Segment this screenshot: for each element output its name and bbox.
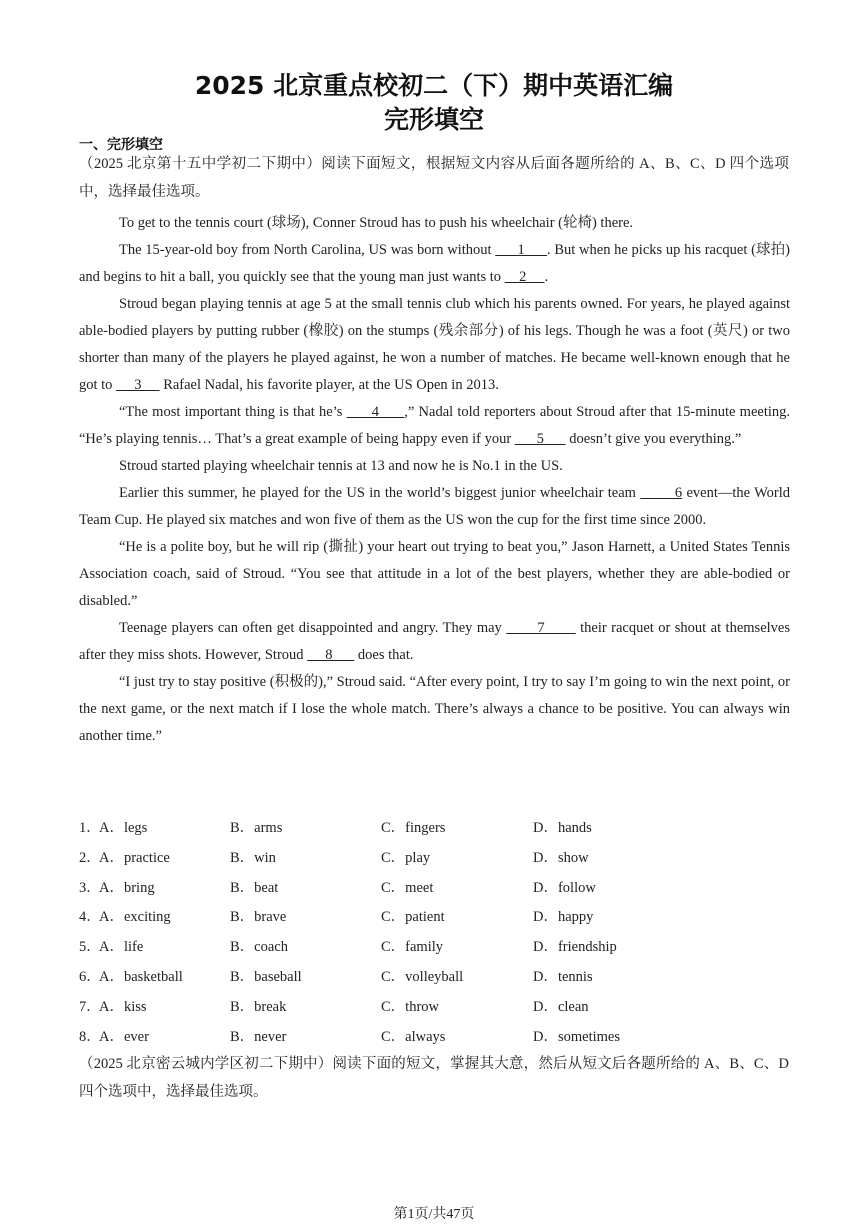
passage-text: The 15-year-old boy from North Carolina, US was born without — [119, 242, 496, 258]
option-b: B．beat — [230, 879, 279, 896]
section-heading: 一、完形填空 — [79, 137, 163, 153]
passage-paragraph — [79, 453, 790, 480]
answer-blank: 2 — [504, 269, 545, 285]
option-a: A．ever — [99, 1028, 149, 1045]
option-c: C．volleyball — [381, 969, 464, 985]
option-c: C．meet — [381, 879, 434, 896]
option-a: A．kiss — [99, 998, 147, 1015]
passage-text: “I just try to stay positive (积极的),” Stroud said. “After every point, I try to say I’m going to win the next point, or the next game, or the next match if I lose the whole match. There’s always a chance to be positive. You can always win another time.” — [79, 674, 790, 744]
option-b: B．arms — [230, 820, 283, 836]
option-d: D．sometimes — [533, 1028, 620, 1045]
passage-text: doesn’t give you everything.” — [565, 431, 742, 447]
question-number: 6． — [79, 969, 101, 985]
passage-paragraph — [79, 291, 790, 399]
answer-blank: 3 — [116, 377, 160, 393]
answer-blank: 5 — [514, 431, 566, 447]
option-c: C．play — [381, 849, 431, 866]
option-b: B．win — [230, 849, 276, 866]
passage-text: event—the World Team Cup. He played six matches and won five of them as the US won the cup for the first time since 2000. — [79, 485, 791, 528]
document-subtitle: 完形填空 — [383, 105, 484, 134]
question-number: 7． — [79, 998, 101, 1015]
passage-text: “He is a polite boy, but he will rip (撕扯) your heart out trying to beat you,” Jason Harnett, a United States Tennis Association coach, said of Stroud. “You see that attitude in a lot of the best players, whether they are able-bodied or disabled.” — [79, 539, 790, 609]
next-passage-source-instructions: （2025 北京密云城内学区初二下期中）阅读下面的短文，掌握其大意，然后从短文后各题所给的 A、B、C、D 四个选项中，选择最佳选项。 — [79, 1056, 789, 1100]
passage-text: their racquet or shout at themselves after they miss shots. However, Stroud — [79, 620, 790, 663]
passage-text: . But when he picks up his racquet (球拍) and begins to hit a ball, you quickly see that the young man just wants to — [79, 242, 790, 285]
option-b: B．never — [230, 1028, 287, 1045]
passage-paragraph — [79, 669, 790, 750]
option-c: C．always — [381, 1028, 446, 1045]
passage-text: does that. — [354, 647, 414, 663]
passage-paragraph — [79, 399, 790, 453]
answer-blank: 8 — [307, 647, 355, 663]
page-footer: 第1页/共47页 — [393, 1207, 475, 1222]
question-number: 1． — [79, 820, 101, 836]
passage-text: Teenage players can often get disappointed and angry. They may — [119, 620, 507, 636]
answer-blank: 6 — [640, 485, 683, 501]
option-c: C．family — [381, 939, 444, 956]
passage-paragraph — [79, 615, 790, 669]
option-d: D．show — [533, 849, 589, 866]
document-title: 2025 北京重点校初二（下）期中英语汇编 — [194, 71, 674, 100]
passage-paragraph — [79, 210, 790, 237]
passage-text: Rafael Nadal, his favorite player, at the US Open in 2013. — [159, 377, 499, 393]
option-c: C．fingers — [381, 820, 446, 836]
option-a: A．legs — [99, 820, 148, 836]
option-c: C．throw — [381, 998, 439, 1015]
question-number: 3． — [79, 879, 101, 896]
passage-text: “The most important thing is that he’s — [119, 404, 347, 420]
passage-text: Stroud began playing tennis at age 5 at the small tennis club which his parents owned. For years, he played against able-bodied players by putting rubber (橡胶) on the stumps (残余部分) of his legs. Though he was a foot (英尺) or two shorter than many of the players he played against, he won a number of matches. He became well-known enough that he got to — [79, 296, 790, 393]
option-a: A．practice — [99, 849, 170, 866]
option-d: D．hands — [533, 820, 592, 836]
option-a: A．life — [99, 939, 144, 956]
option-b: B．brave — [230, 909, 287, 926]
option-a: A．bring — [99, 879, 155, 896]
answer-blank: 7 — [506, 620, 576, 636]
option-d: D．tennis — [533, 969, 593, 985]
option-c: C．patient — [381, 909, 445, 926]
option-a: A．exciting — [99, 909, 171, 926]
answer-blank: 4 — [346, 404, 405, 420]
passage-source-instructions: （2025 北京第十五中学初二下期中）阅读下面短文，根据短文内容从后面各题所给的 A、B、C、D 四个选项中，选择最佳选项。 — [79, 156, 789, 200]
passage-paragraph — [79, 237, 790, 291]
answer-blank: 1 — [495, 242, 548, 258]
passage-text: Stroud started playing wheelchair tennis at 13 and now he is No.1 in the US. — [119, 458, 563, 474]
passage-text: To get to the tennis court (球场), Conner Stroud has to push his wheelchair (轮椅) there. — [119, 215, 634, 231]
option-a: A．basketball — [99, 969, 183, 985]
passage-text: . — [544, 269, 549, 285]
option-d: D．follow — [533, 879, 596, 896]
option-d: D．clean — [533, 998, 589, 1015]
option-d: D．friendship — [533, 939, 617, 956]
passage-text: ,” Nadal told reporters about Stroud after that 15-minute meeting. “He’s playing tennis… That’s a great example of being happy even if your — [79, 404, 791, 447]
option-d: D．happy — [533, 909, 594, 926]
option-b: B．coach — [230, 939, 288, 956]
question-number: 8． — [79, 1028, 101, 1045]
question-number: 4． — [79, 909, 101, 926]
passage-text: Earlier this summer, he played for the US in the world’s biggest junior wheelchair team — [119, 485, 641, 501]
passage-paragraph — [79, 534, 790, 615]
passage-paragraph — [79, 480, 790, 534]
option-b: B．break — [230, 998, 287, 1015]
option-b: B．baseball — [230, 969, 302, 985]
passage — [79, 210, 790, 750]
question-number: 2． — [79, 849, 101, 866]
question-number: 5． — [79, 939, 101, 956]
